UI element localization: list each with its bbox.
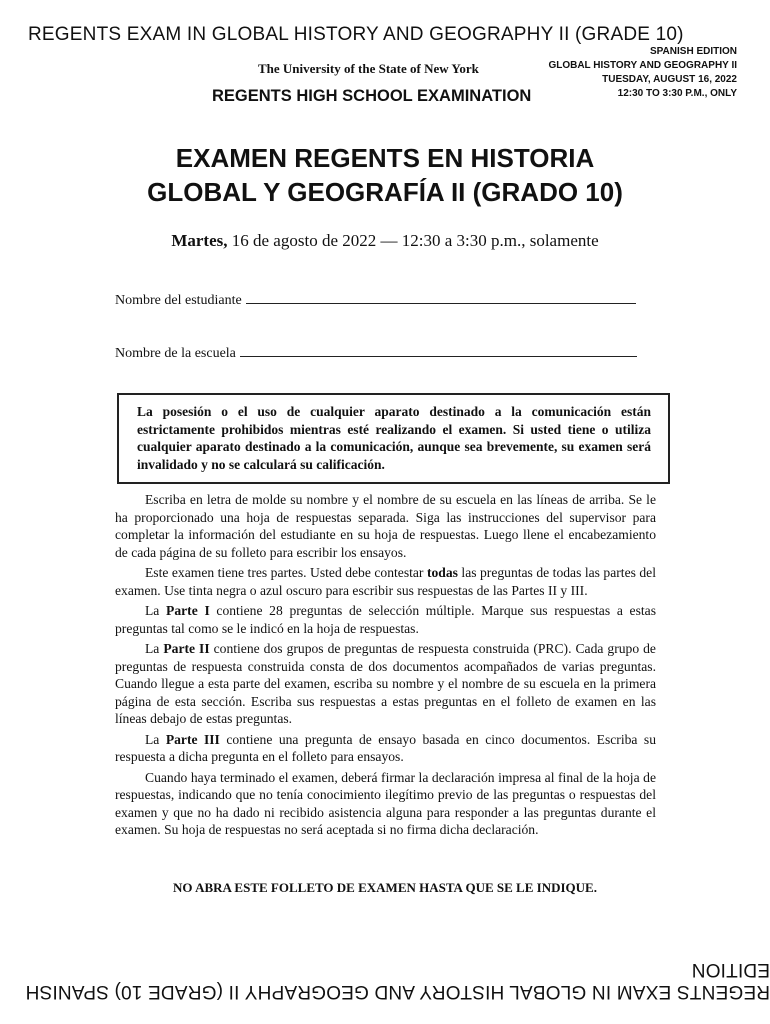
edition-language: SPANISH EDITION: [649, 46, 737, 57]
school-name-label: Nombre de la escuela: [115, 346, 236, 361]
exam-day: Martes,: [171, 231, 228, 250]
instructions-text: La: [145, 603, 167, 618]
university-name: The University of the State of New York: [258, 61, 479, 76]
instructions-paragraph-3: [115, 602, 656, 637]
edition-time: 12:30 TO 3:30 P.M., ONLY: [617, 88, 737, 99]
bottom-inverted-banner: REGENTS EXAM IN GLOBAL HISTORY AND GEOGRAPHY II (GRADE 10) SPANISH EDITION: [25, 959, 770, 1002]
exam-date-line: [0, 231, 770, 251]
student-name-label: Nombre del estudiante: [115, 293, 242, 308]
instructions: [115, 491, 656, 842]
edition-subject: GLOBAL HISTORY AND GEOGRAPHY II: [548, 60, 737, 71]
instructions-text: las preguntas de todas las partes del examen. Use tinta negra o azul oscuro para escribir sus respuestas de las Partes II y III.: [115, 565, 656, 598]
exam-date-time: 16 de agosto de 2022 — 12:30 a 3:30 p.m., solamente: [227, 231, 599, 250]
part-label: Parte III: [165, 731, 220, 747]
instructions-paragraph-1: Escriba en letra de molde su nombre y el nombre de su escuela en las líneas de arriba. Se le ha proporcionado una hoja de respuestas separada. Siga las instrucciones del supervisor para completar la información del estudiante en su hoja de respuestas. Luego llene el encabezamiento de cada página de su folleto para escribir los ensayos.: [115, 492, 656, 560]
instructions-text: contiene dos grupos de preguntas de respuesta construida (PRC). Cada grupo de preguntas de respuesta construida consta de dos documentos acompañados de varias preguntas. Cuando llegue a esta parte del examen, escriba su nombre y el nombre de su escuela en la primera página de esta sección. Escriba sus respuestas a estas preguntas en el folleto de examen en las líneas debajo de estas preguntas.: [115, 641, 656, 726]
exam-title-line1: EXAMEN REGENTS EN HISTORIA: [175, 143, 595, 173]
instructions-paragraph-2: [115, 564, 656, 599]
part-label: Parte II: [163, 641, 210, 656]
exam-title-line2: GLOBAL Y GEOGRAFÍA II (GRADO 10): [147, 177, 623, 207]
do-not-open-notice: NO ABRA ESTE FOLLETO DE EXAMEN HASTA QUE SE LE INDIQUE.: [173, 880, 597, 895]
student-name-line[interactable]: [246, 291, 636, 304]
school-name-field: [115, 344, 637, 362]
edition-info: [548, 45, 737, 101]
instructions-text: Este examen tiene tres partes. Usted debe contestar: [145, 565, 427, 580]
instructions-text: La: [145, 641, 164, 656]
top-exam-banner: REGENTS EXAM IN GLOBAL HISTORY AND GEOGRAPHY II (GRADE 10): [28, 24, 684, 45]
edition-date: TUESDAY, AUGUST 16, 2022: [602, 74, 737, 85]
part-label: Parte I: [166, 603, 210, 618]
instructions-paragraph-5: [115, 731, 656, 766]
exam-title: [0, 141, 770, 209]
student-name-field: [115, 291, 636, 309]
school-name-line[interactable]: [240, 344, 637, 357]
instructions-paragraph-4: [115, 640, 656, 728]
instructions-text: contiene 28 preguntas de selección múltiple. Marque sus respuestas a estas preguntas tal como se le indicó en la hoja de respuestas.: [115, 603, 656, 636]
instructions-text: contiene una pregunta de ensayo basada en cinco documentos. Escriba su respuesta a dicha pregunta en el folleto para ensayos.: [115, 731, 656, 764]
instructions-paragraph-6: Cuando haya terminado el examen, deberá firmar la declaración impresa al final de la hoja de respuestas, indicando que no tenía conocimiento ilegítimo previo de las preguntas o respuestas del examen y que no ha dado ni recibido asistencia alguna para responder a las preguntas durante el examen. Su hoja de respuestas no será aceptada si no firma dicha declaración.: [115, 769, 656, 837]
instructions-emphasis: todas: [426, 565, 458, 580]
exam-program-title: REGENTS HIGH SCHOOL EXAMINATION: [212, 87, 532, 105]
device-warning-box: La posesión o el uso de cualquier aparato destinado a la comunicación están estrictamente prohibidos mientras esté realizando el examen. Si usted tiene o utiliza cualquier aparato destinado a la comunicación, aunque sea brevemente, su examen será invalidado y no se calculará su calificación.: [117, 393, 670, 484]
instructions-text: La: [145, 731, 166, 747]
